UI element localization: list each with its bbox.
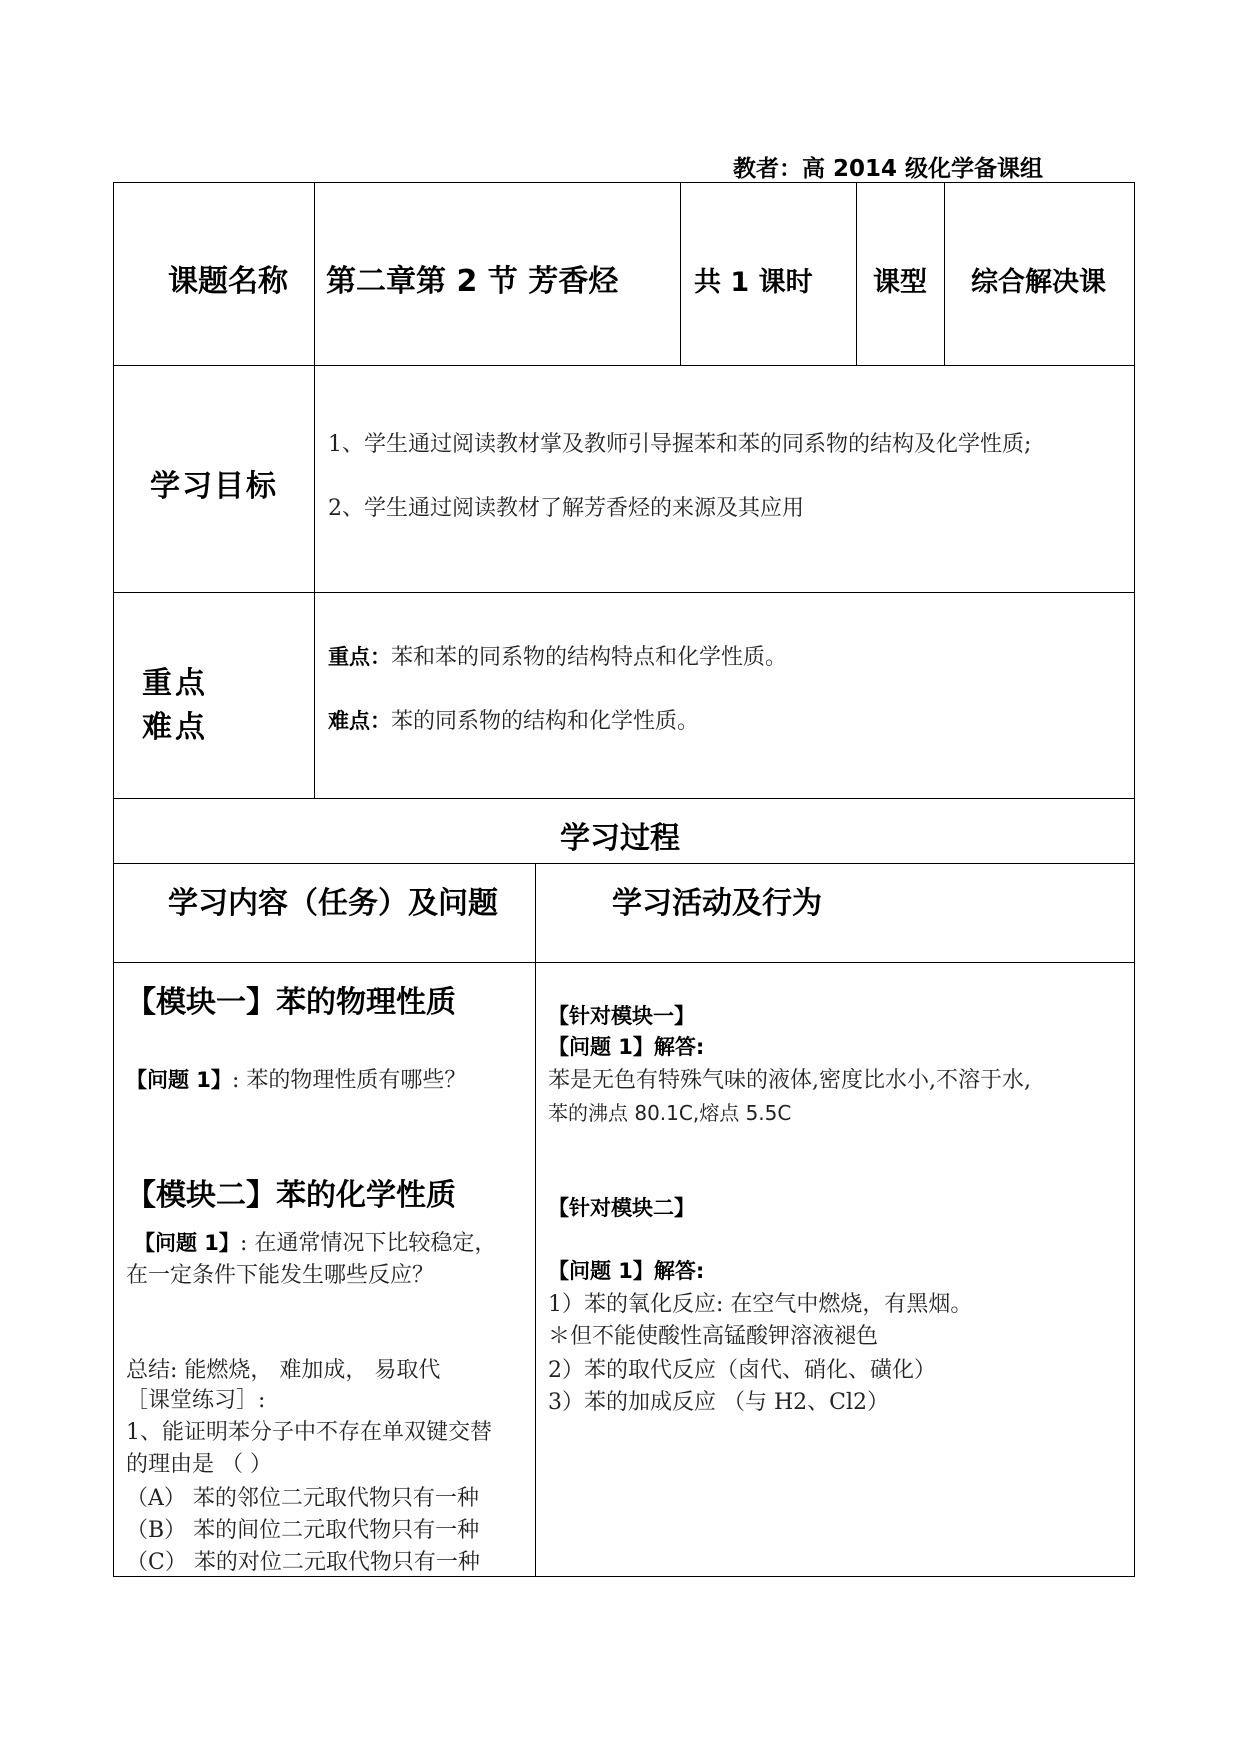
module2-question1-line2: 在一定条件下能发生哪些反应？ (126, 1263, 435, 1288)
row-divider-4 (113, 863, 1135, 864)
module1-answer-label: 【问题 1】解答: (548, 1035, 705, 1059)
summary-text: 总结: 能燃烧， 难加成， 易取代 (126, 1358, 441, 1383)
row-divider-2 (113, 592, 1135, 593)
objective-item-1: 1、学生通过阅读教材掌及教师引导握苯和苯的同系物的结构及化学性质; (328, 432, 1032, 457)
table-border-top (113, 182, 1135, 183)
type-value: 综合解决课 (971, 267, 1106, 298)
practice-option-b: （B） 苯的间位二元取代物只有一种 (126, 1518, 480, 1543)
title-label: 课题名称 (168, 264, 288, 299)
difficult-point-text: 苯的同系物的结构和化学性质。 (391, 709, 700, 734)
row-divider-1 (113, 365, 1135, 366)
difficult-point-label: 难点： (328, 709, 391, 733)
module2-answer-label: 【问题 1】解答: (548, 1259, 705, 1283)
process-col-left: 学习内容（任务）及问题 (168, 886, 498, 921)
table-border-left (113, 182, 114, 1576)
hours-value: 共 1 课时 (694, 267, 813, 298)
module2-answer-line1: 1）苯的氧化反应: 在空气中燃烧，有黑烟。 (548, 1292, 973, 1317)
module2-question1-label: 【问题 1】 (134, 1231, 240, 1255)
objectives-label: 学习目标 (150, 469, 278, 504)
module1-question1 (126, 1063, 466, 1094)
practice-title: ［课堂练习］: (126, 1388, 266, 1413)
module2-question1-text: : 在通常情况下比较稳定， (239, 1231, 497, 1256)
key-point-text: 苯和苯的同系物的结构特点和化学性质。 (391, 645, 788, 670)
title-value: 第二章第 2 节 芳香烃 (326, 264, 619, 299)
process-col-right: 学习活动及行为 (612, 886, 822, 921)
key-points-label-2: 难点 (142, 710, 208, 745)
module2-answer-line3: 2）苯的取代反应（卤代、硝化、磺化） (548, 1358, 936, 1383)
type-label: 课型 (873, 267, 927, 298)
col-divider-type (856, 182, 857, 365)
table-border-right (1134, 182, 1135, 1576)
module1-title: 【模块一】苯的物理性质 (126, 985, 456, 1020)
key-point-line (328, 640, 787, 671)
difficult-point-line (328, 704, 699, 735)
practice-question-line2: 的理由是 （ ） (126, 1452, 272, 1477)
col-divider-process (535, 863, 536, 1576)
module1-question1-text: : 苯的物理性质有哪些？ (231, 1068, 467, 1093)
col-divider-hours (680, 182, 681, 365)
key-points-label-1: 重点 (142, 666, 208, 701)
module2-answer-line2: ＊但不能使酸性高锰酸钾溶液褪色 (548, 1324, 879, 1349)
module1-answer-line1: 苯是无色有特殊气味的液体,密度比水小,不溶于水, (548, 1068, 1031, 1093)
module2-question1 (134, 1226, 496, 1257)
table-border-bottom (113, 1576, 1135, 1577)
module2-title: 【模块二】苯的化学性质 (126, 1178, 456, 1213)
module2-answer-heading: 【针对模块二】 (548, 1196, 695, 1220)
objective-item-2: 2、学生通过阅读教材了解芳香烃的来源及其应用 (328, 496, 804, 521)
key-point-label: 重点： (328, 645, 391, 669)
practice-option-c: （C） 苯的对位二元取代物只有一种 (126, 1550, 480, 1575)
col-divider-label (314, 182, 315, 798)
practice-option-a: （A） 苯的邻位二元取代物只有一种 (126, 1486, 479, 1511)
module1-answer-line2: 苯的沸点 80.1C,熔点 5.5C (548, 1101, 792, 1125)
row-divider-3 (113, 798, 1135, 799)
module1-answer-heading: 【针对模块一】 (548, 1004, 695, 1028)
teacher-header: 教者：高 2014 级化学备课组 (733, 156, 1044, 182)
col-divider-type-value (944, 182, 945, 365)
row-divider-5 (113, 962, 1135, 963)
module2-answer-line4: 3）苯的加成反应 （与 H2、Cl2） (548, 1390, 890, 1415)
practice-question-line1: 1、能证明苯分子中不存在单双键交替 (126, 1420, 492, 1445)
process-title: 学习过程 (560, 821, 680, 856)
module1-question1-label: 【问题 1】 (126, 1068, 232, 1092)
